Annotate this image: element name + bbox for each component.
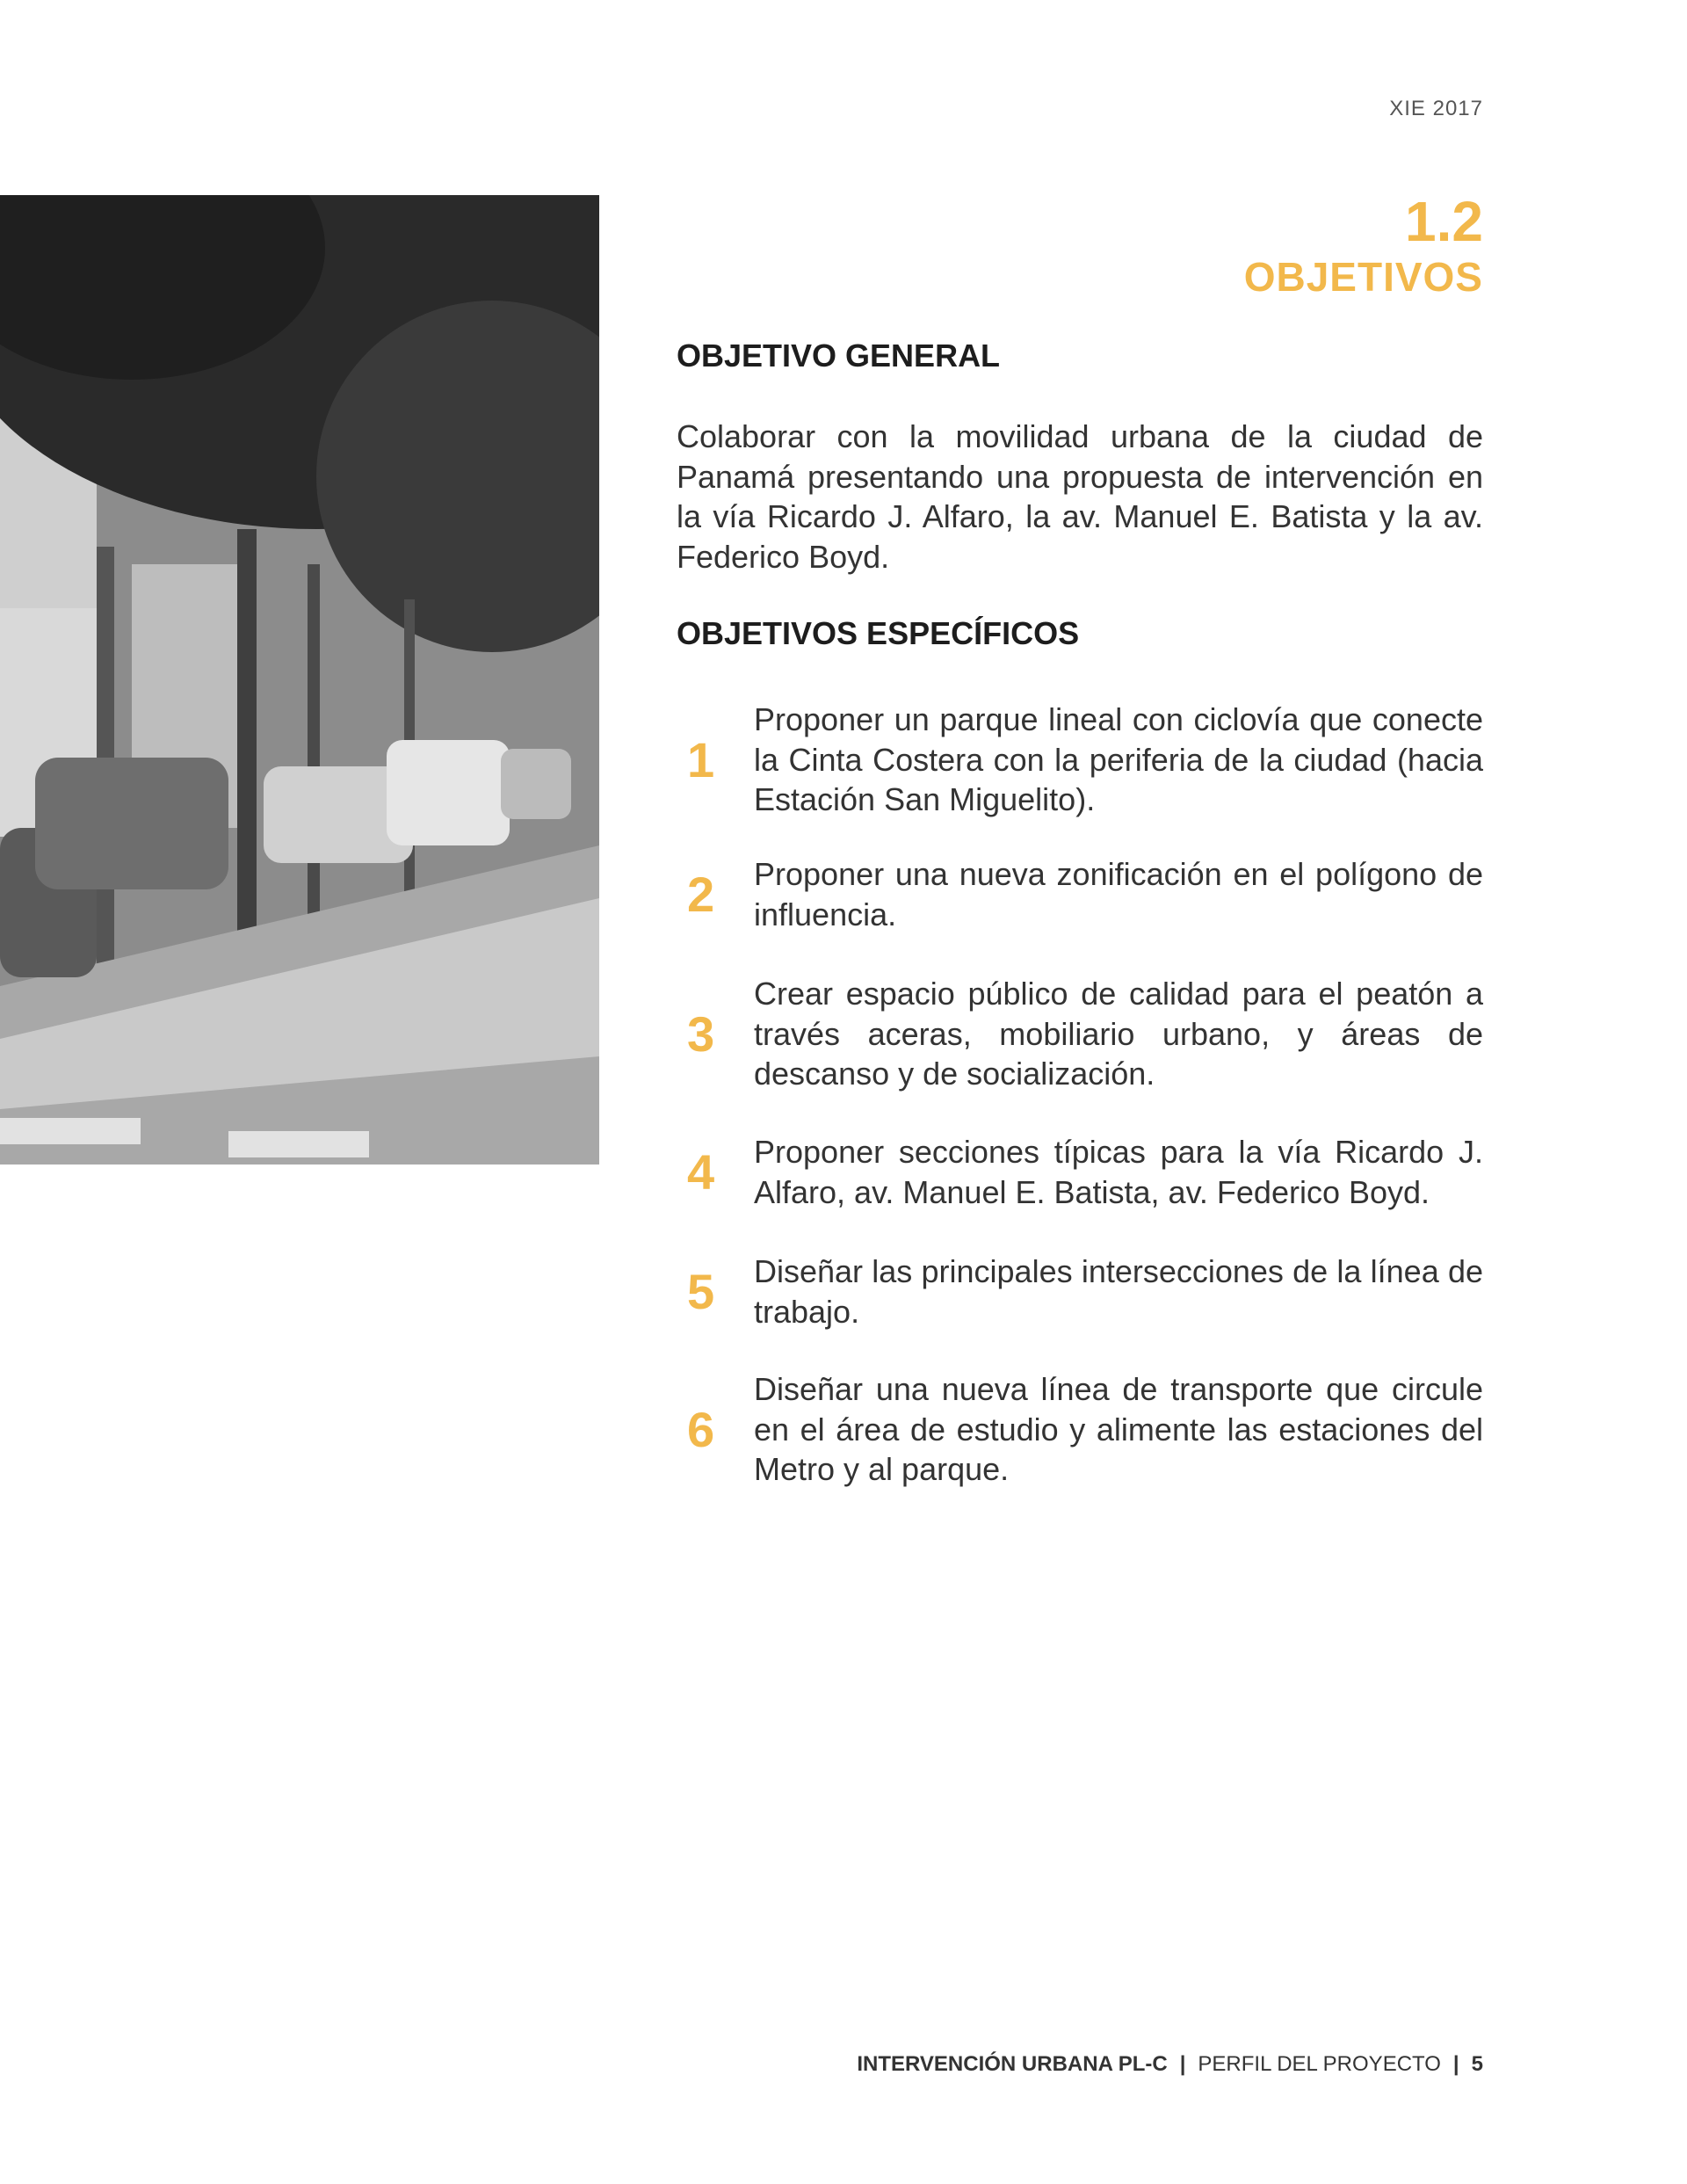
page-footer (857, 2052, 1483, 2077)
footer-separator: | (1452, 2052, 1459, 2076)
objective-item (677, 974, 1483, 1094)
general-objective-text: Colaborar con la movilidad urbana de la ciudad de Panamá presentando una propuesta de intervención en la vía Ricardo J. Alfaro, la av. Manuel E. Batista y la av. Federico Boyd. (677, 418, 1483, 575)
specific-objectives-heading: OBJETIVOS ESPECÍFICOS (677, 615, 1080, 651)
objective-item (677, 1252, 1483, 1331)
objective-number: 1 (687, 731, 715, 787)
page-number: 5 (1471, 2052, 1483, 2076)
objective-number: 2 (687, 867, 715, 922)
objective-number: 4 (687, 1144, 715, 1200)
footer-section: PERFIL DEL PROYECTO (1198, 2052, 1441, 2076)
street-photo-illustration (0, 195, 599, 1165)
objective-item (677, 854, 1483, 934)
section-title: OBJETIVOS (1243, 254, 1483, 300)
objective-text: Proponer un parque lineal con ciclovía que conecte la Cinta Costera con la periferia de la ciudad (hacia Estación San Miguelito). (754, 701, 1483, 817)
street-photo (0, 195, 599, 1165)
objective-text: Proponer secciones típicas para la vía Ricardo J. Alfaro, av. Manuel E. Batista, av. Federico Boyd. (754, 1134, 1483, 1210)
objective-item (677, 700, 1483, 820)
objective-number: 5 (687, 1264, 715, 1319)
objective-text: Crear espacio público de calidad para el peatón a través aceras, mobiliario urbano, y áreas de descanso y de socialización. (754, 976, 1483, 1092)
objective-text: Proponer una nueva zonificación en el polígono de influencia. (754, 856, 1483, 932)
footer-separator: | (1179, 2052, 1186, 2076)
objective-item (677, 1369, 1483, 1490)
objective-number: 3 (687, 1005, 715, 1062)
objective-text: Diseñar una nueva línea de transporte que circule en el área de estudio y alimente las estaciones del Metro y al parque. (754, 1371, 1483, 1487)
header-tag: XIE 2017 (1389, 97, 1483, 120)
objective-number: 6 (687, 1401, 715, 1457)
section-number: 1.2 (1405, 190, 1483, 253)
objective-item (677, 1132, 1483, 1212)
objective-text: Diseñar las principales intersecciones de la línea de trabajo. (754, 1253, 1483, 1330)
footer-project: INTERVENCIÓN URBANA PL-C (857, 2052, 1168, 2076)
general-objective-heading: OBJETIVO GENERAL (677, 337, 1001, 374)
